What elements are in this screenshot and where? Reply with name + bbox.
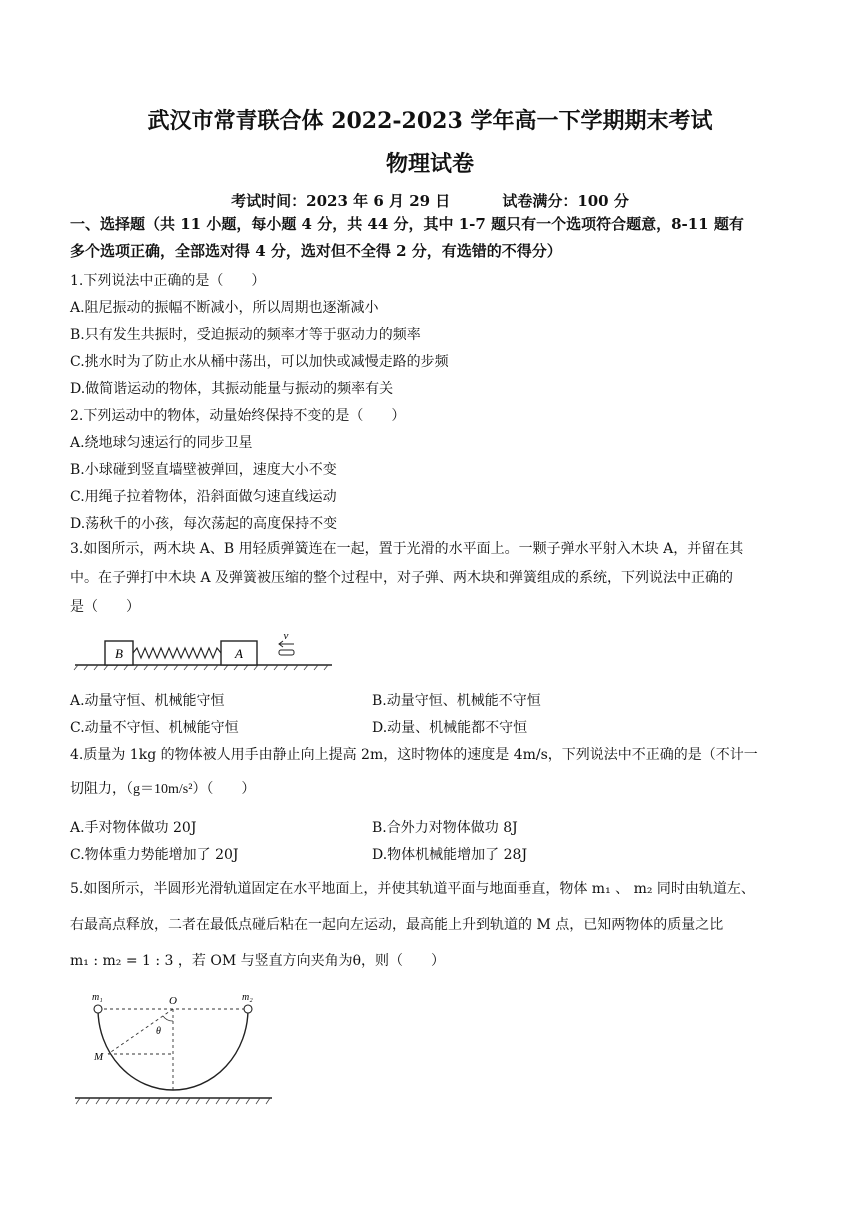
q3-spring-figure [70,628,340,673]
ground-hatching [76,1098,270,1104]
exam-title: 武汉市常青联合体 2022-2023 学年高一下学期期末考试 [147,108,713,134]
q1-option-a: A.阻尼振动的振幅不断减小，所以周期也逐渐减小 [70,300,379,316]
q1-option-d: D.做简谐运动的物体，其振动能量与振动的频率有关 [70,381,394,397]
q3-stem-line-3: 是（ ） [70,599,140,615]
m-point-label: M [94,1051,104,1063]
section-heading [70,211,800,265]
theta-arc [163,1016,173,1021]
q2-option-d: D.荡秋千的小孩，每次荡起的高度保持不变 [70,516,338,532]
q4-stem-line-2 [70,778,255,798]
q4-option-c: C.物体重力势能增加了 20J [70,847,239,863]
q3-option-c: C.动量不守恒、机械能守恒 [70,720,239,736]
velocity-label: v [283,630,289,642]
q4-option-b: B.合外力对物体做功 8J [372,820,518,836]
q4-stem-line-1: 4.质量为 1kg 的物体被人用手由静止向上提高 2m，这时物体的速度是 4m/s，下列说法中不正确的是（不计一 [70,747,758,763]
exam-meta [0,190,860,211]
q3-option-b: B.动量守恒、机械能不守恒 [372,693,541,709]
m2-label: m₂ [242,992,253,1003]
q3-stem [70,535,794,622]
q3-stem-line-1: 3.如图所示，两木块 A、B 用轻质弹簧连在一起，置于光滑的水平面上。一颗子弹水平射入木块 A，并留在其 [70,541,744,557]
q4-option-d: D.物体机械能增加了 28J [372,847,528,863]
q3-option-d: D.动量、机械能都不守恒 [372,720,528,736]
q1-stem: 1.下列说法中正确的是（ ） [70,273,266,289]
bullet [279,650,294,655]
section-heading-line-1: 一、选择题（共 11 小题，每小题 4 分，共 44 分，其中 1-7 题只有一个选项符合题意，8-11 题有 [70,215,744,233]
q2-option-b: B.小球碰到竖直墙壁被弹回，速度大小不变 [70,462,337,478]
q3-stem-line-2: 中。在子弹打中木块 A 及弹簧被压缩的整个过程中，对子弹、两木块和弹簧组成的系统，下列说法中正确的 [70,570,734,586]
q5-stem-line-1: 5.如图所示，半圆形光滑轨道固定在水平地面上，并使其轨道平面与地面垂直，物体 m₁ 、 m₂ 同时由轨道左、 [70,881,755,897]
q4-stem-line-2-a: 切阻力，（ [70,781,133,797]
q1-option-b: B.只有发生共振时，受迫振动的频率才等于驱动力的频率 [70,327,421,343]
ball-m1 [94,1005,102,1013]
full-score: 试卷满分：100 分 [502,192,629,210]
o-label: O [169,995,177,1007]
q4-stem-line-2-b: ）（ ） [192,781,256,797]
q5-stem-line-3: m₁ : m₂ = 1 : 3 ，若 OM 与竖直方向夹角为θ，则（ ） [70,953,446,969]
exam-subject: 物理试卷 [385,151,474,177]
q3-option-a: A.动量守恒、机械能守恒 [70,693,225,709]
q4-gravity-formula: g＝10m/s² [133,782,193,797]
m1-label: m₁ [92,992,103,1003]
block-a-label: A [235,646,243,661]
section-heading-line-2: 多个选项正确，全部选对得 4 分，选对但不全得 2 分，有选错的不得分） [70,242,562,260]
theta-label: θ [156,1026,161,1037]
exam-time: 考试时间：2023 年 6 月 29 日 [231,192,451,210]
q2-stem: 2.下列运动中的物体，动量始终保持不变的是（ ） [70,408,406,424]
q4-option-a: A.手对物体做功 20J [70,820,197,836]
block-b-label: B [115,646,123,661]
q5-track-figure [72,990,277,1110]
q2-option-c: C.用绳子拉着物体，沿斜面做匀速直线运动 [70,489,337,505]
spring [133,648,221,658]
q2-option-a: A.绕地球匀速运行的同步卫星 [70,435,253,451]
ball-m2 [244,1005,252,1013]
q1-option-c: C.挑水时为了防止水从桶中荡出，可以加快或减慢走路的步频 [70,354,449,370]
q5-stem-line-2: 右最高点释放，二者在最低点碰后粘在一起向左运动，最高能上升到轨道的 M 点，已知两物体的质量之比 [70,917,724,933]
om-dashed [108,1009,173,1054]
